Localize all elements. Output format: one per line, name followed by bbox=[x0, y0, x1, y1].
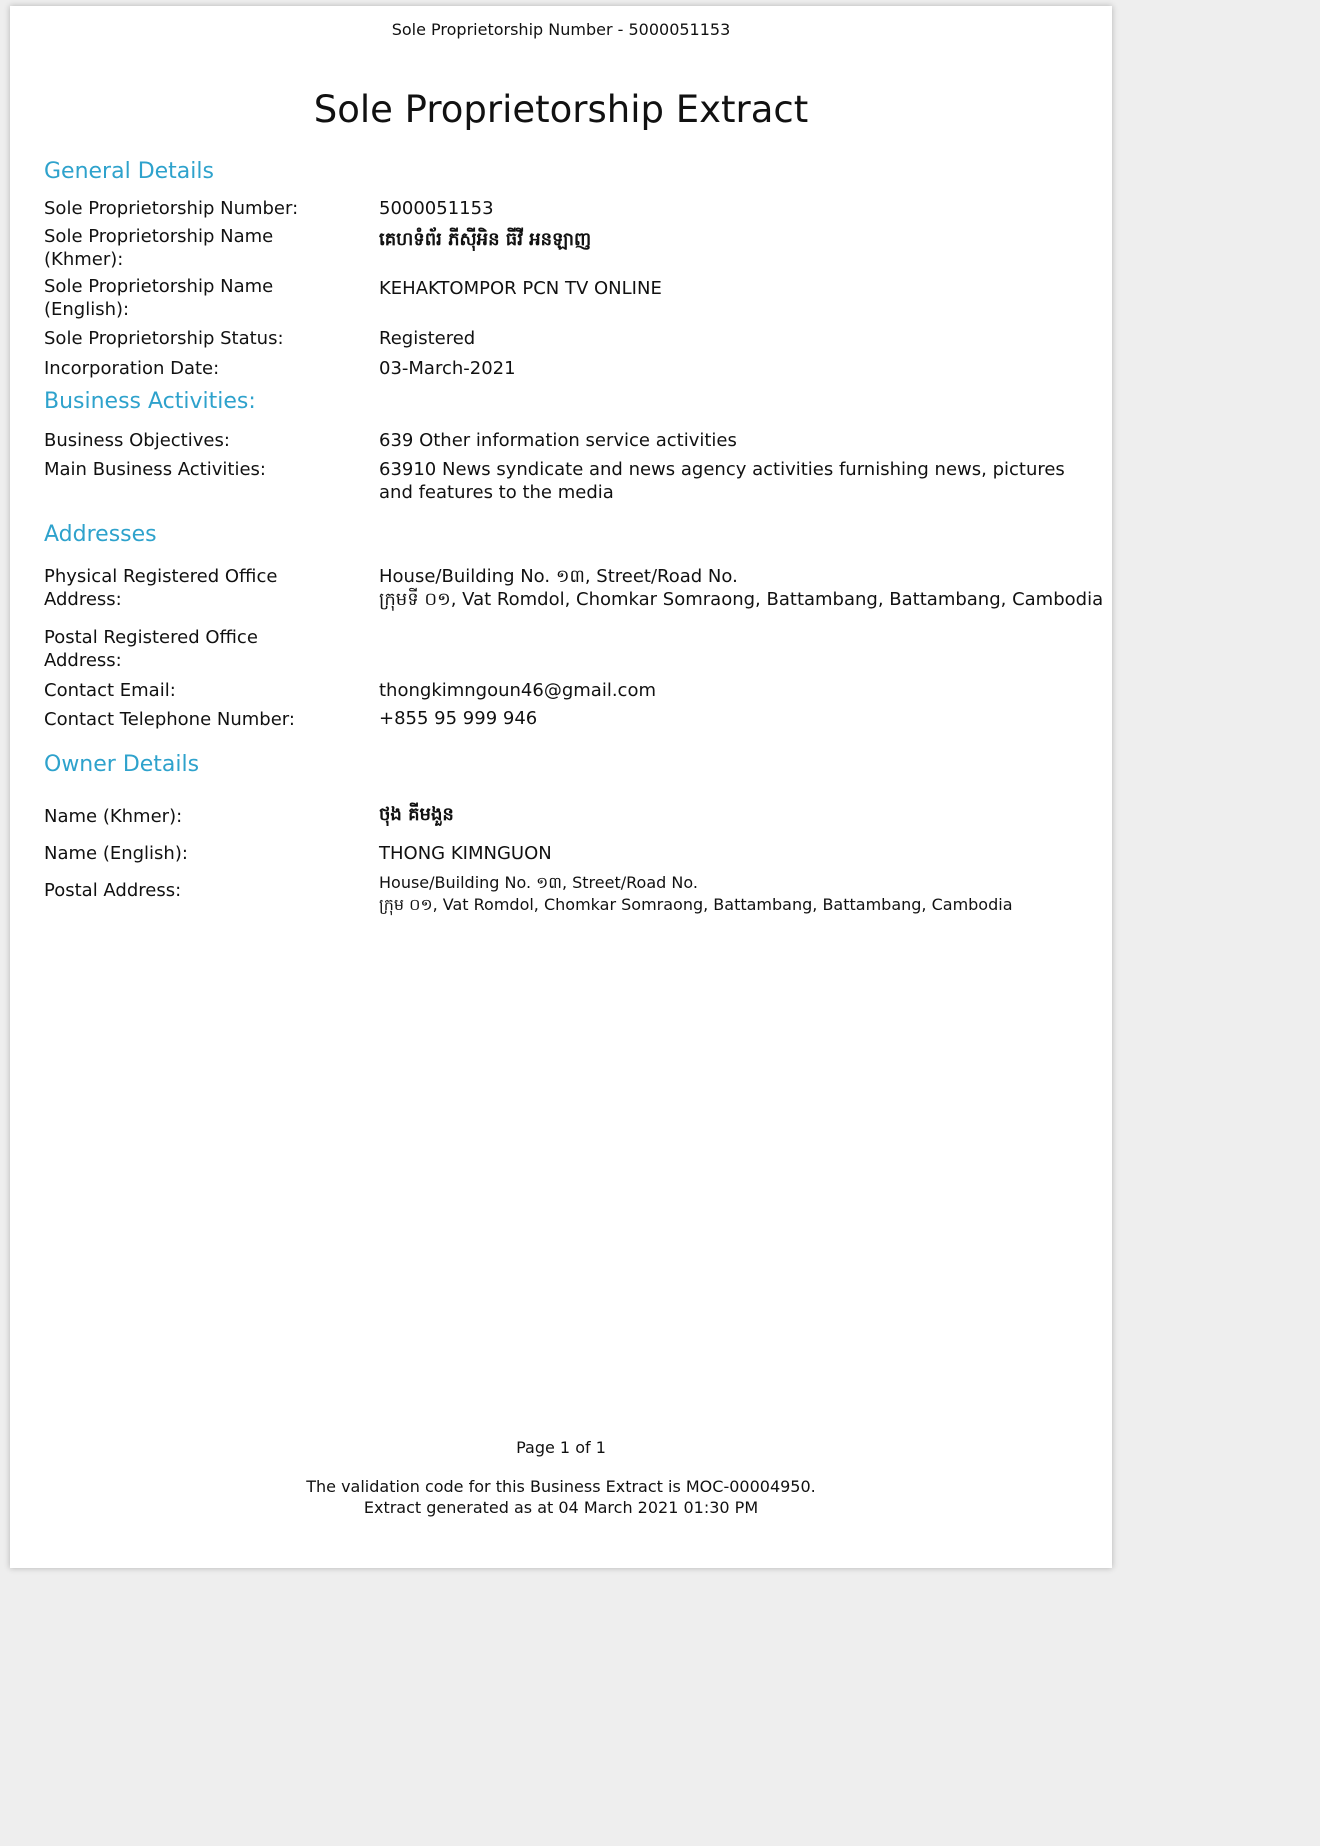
main-activities-value: 63910 News syndicate and news agency activities furnishing news, pictures and features to the media bbox=[379, 459, 1065, 503]
owner-name-khmer-label: Name (Khmer): bbox=[44, 806, 183, 827]
owner-name-english-value: THONG KIMNGUON bbox=[379, 843, 552, 864]
sp-name-khmer-value: គេហទំព័រ ភីស៊ីអិន ធីវី អនឡាញ bbox=[379, 229, 592, 250]
owner-name-khmer-value: ថុង គីមងួន bbox=[379, 804, 454, 825]
header-reference-number: Sole Proprietorship Number - 5000051153 bbox=[391, 20, 731, 39]
main-activities-label: Main Business Activities: bbox=[44, 459, 266, 480]
owner-postal-line1: House/Building No. ១៣, Street/Road No. bbox=[379, 873, 698, 892]
postal-office-label: Postal Registered Office Address: bbox=[44, 627, 258, 671]
contact-phone-label: Contact Telephone Number: bbox=[44, 709, 295, 730]
contact-email-label: Contact Email: bbox=[44, 680, 176, 701]
physical-office-line1: House/Building No. ១៣, Street/Road No. bbox=[379, 566, 738, 587]
sp-name-english-value: KEHAKTOMPOR PCN TV ONLINE bbox=[379, 278, 662, 299]
physical-office-line2: ក្រុមទី ០១, Vat Romdol, Chomkar Somraong, Battambang, Battambang, Cambodia bbox=[379, 589, 1104, 610]
general-details-heading: General Details bbox=[44, 159, 214, 184]
validation-code-text: The validation code for this Business Extract is MOC-00004950. bbox=[306, 1477, 816, 1496]
sp-name-khmer-label: Sole Proprietorship Name (Khmer): bbox=[44, 226, 274, 270]
sp-number-label: Sole Proprietorship Number: bbox=[44, 198, 299, 219]
business-activities-heading: Business Activities: bbox=[44, 389, 256, 414]
contact-email-value: thongkimngoun46@gmail.com bbox=[379, 680, 656, 701]
physical-office-label: Physical Registered Office Address: bbox=[44, 566, 278, 610]
contact-phone-value: +855 95 999 946 bbox=[379, 708, 538, 729]
footer-validation-block bbox=[10, 1476, 1112, 1518]
incorporation-date-value: 03-March-2021 bbox=[379, 358, 516, 379]
business-objectives-value: 639 Other information service activities bbox=[379, 430, 737, 451]
owner-name-english-label: Name (English): bbox=[44, 843, 188, 864]
page-number: Page 1 of 1 bbox=[516, 1438, 606, 1457]
owner-details-heading: Owner Details bbox=[44, 752, 200, 777]
addresses-heading: Addresses bbox=[44, 522, 157, 547]
sp-status-label: Sole Proprietorship Status: bbox=[44, 328, 284, 349]
page-title: Sole Proprietorship Extract bbox=[313, 88, 809, 131]
business-objectives-label: Business Objectives: bbox=[44, 430, 230, 451]
sp-status-value: Registered bbox=[379, 328, 476, 349]
owner-postal-line2: ក្រុម ០១, Vat Romdol, Chomkar Somraong, Battambang, Battambang, Cambodia bbox=[379, 895, 1013, 914]
generated-timestamp-text: Extract generated as at 04 March 2021 01:30 PM bbox=[363, 1498, 759, 1517]
incorporation-date-label: Incorporation Date: bbox=[44, 358, 220, 379]
sp-name-english-label: Sole Proprietorship Name (English): bbox=[44, 276, 274, 320]
document-page bbox=[10, 6, 1112, 1568]
sp-number-value: 5000051153 bbox=[379, 198, 494, 219]
owner-postal-label: Postal Address: bbox=[44, 880, 182, 901]
